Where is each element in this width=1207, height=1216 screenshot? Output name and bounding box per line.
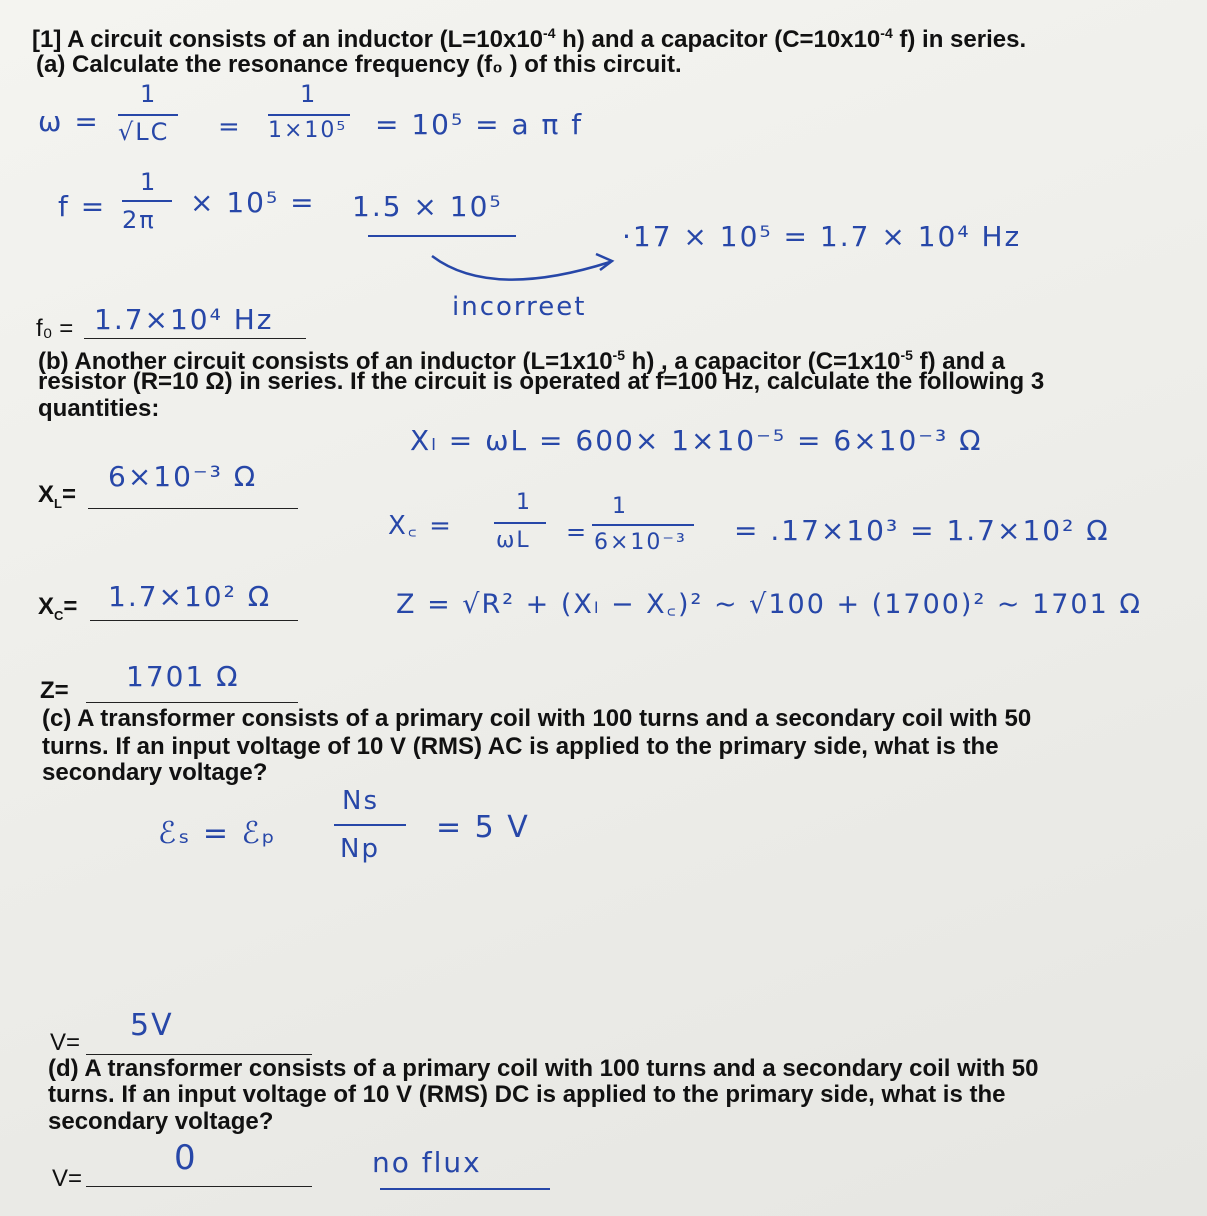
z-answer: 1701 Ω xyxy=(126,660,240,693)
v2-label: V= xyxy=(52,1165,83,1192)
v-label: V= xyxy=(50,1029,81,1056)
incorrect-note: incorreet xyxy=(452,292,587,322)
v-answer: 5V xyxy=(130,1008,174,1043)
xc-equals: = xyxy=(566,518,589,546)
part-b-prompt-line-1: (b) Another circuit consists of an inductor ($L=1x10^{-5}$ h) , a capacitor ($C=1x10^{-5}$ f) and a xyxy=(38,347,1005,375)
emf-fraction-bar xyxy=(334,824,406,826)
xl-answer-line xyxy=(88,508,298,509)
part-d-prompt-line-1: (d) A transformer consists of a primary coil with 100 turns and a secondary coil with 50 xyxy=(48,1055,1039,1082)
part-c-prompt-line-1: (c) A transformer consists of a primary coil with 100 turns and a secondary coil with 50 xyxy=(42,705,1032,732)
xc-label: $X_C=$ xyxy=(38,593,78,623)
xc-result: = .17×10³ = 1.7×10² Ω xyxy=(734,514,1110,547)
z-label: Z= xyxy=(40,677,69,704)
xc-fraction-bar xyxy=(494,522,546,524)
omega-numerator: 1 xyxy=(140,80,158,108)
f-times: × 10⁵ = xyxy=(190,186,316,219)
part-c-prompt-line-2: turns. If an input voltage of 10 V (RMS) AC is applied to the primary side, what is the xyxy=(42,733,999,760)
xl-answer: 6×10⁻³ Ω xyxy=(108,460,258,493)
xc-answer: 1.7×10² Ω xyxy=(108,580,272,613)
xc-lhs: X꜀ = xyxy=(388,511,453,541)
xc-denominator-2: 6×10⁻³ xyxy=(594,530,687,555)
f-denominator: 2π xyxy=(122,206,156,234)
xc-numerator-2: 1 xyxy=(612,494,628,519)
xc-answer-line xyxy=(90,620,298,621)
part-c-prompt-line-3: secondary voltage? xyxy=(42,759,268,786)
f-correction: ·17 × 10⁵ = 1.7 × 10⁴ Hz xyxy=(622,220,1022,253)
emf-lhs: ℰₛ = ℰₚ xyxy=(158,816,277,851)
f-result: 1.5 × 10⁵ xyxy=(352,190,503,223)
f-numerator: 1 xyxy=(140,168,158,196)
xc-denominator: ωL xyxy=(496,528,531,553)
xc-numerator: 1 xyxy=(516,490,532,515)
xl-calculation: Xₗ = ωL = 600× 1×10⁻⁵ = 6×10⁻³ Ω xyxy=(410,424,983,457)
omega-result: = 10⁵ = a π f xyxy=(375,108,584,141)
f0-answer-line xyxy=(84,338,306,339)
omega-lhs: ω = xyxy=(38,105,100,138)
question-number: [1] xyxy=(32,26,62,53)
question-1-intro: [1] A circuit consists of an inductor ($L=10x10^{-4}$ h) and a capacitor ($C=10x10^{-4}$ f) in series. xyxy=(32,25,1027,53)
emf-result: = 5 V xyxy=(436,810,530,845)
z-answer-line xyxy=(86,702,298,703)
f0-label: f₀ = xyxy=(36,315,74,342)
xc-fraction-bar-2 xyxy=(592,524,694,526)
emf-numerator: Ns xyxy=(342,786,379,816)
omega-equals: = xyxy=(218,112,242,142)
omega-numerator-2: 1 xyxy=(300,80,318,108)
v2-answer-line xyxy=(86,1186,312,1187)
emf-denominator: Np xyxy=(340,834,380,864)
part-b-prompt-line-2: resistor (R=10 Ω) in series. If the circuit is operated at f=100 Hz, calculate the following 3 xyxy=(38,368,1045,395)
part-d-prompt-line-3: secondary voltage? xyxy=(48,1108,274,1135)
part-b-prompt-line-3: quantities: xyxy=(38,395,160,422)
omega-denominator: √LC xyxy=(118,118,170,146)
no-flux-note: no flux xyxy=(372,1146,482,1179)
f0-answer: 1.7×10⁴ Hz xyxy=(94,303,274,336)
part-d-prompt-line-2: turns. If an input voltage of 10 V (RMS) DC is applied to the primary side, what is the xyxy=(48,1081,1006,1108)
v2-answer: 0 xyxy=(174,1138,198,1178)
f-lhs: f = xyxy=(58,190,107,223)
no-flux-underline xyxy=(380,1188,550,1190)
part-a-prompt: (a) Calculate the resonance frequency (f₀ ) of this circuit. xyxy=(36,51,682,78)
omega-denominator-2: 1×10⁵ xyxy=(268,118,348,143)
xl-label: $X_L=$ xyxy=(38,481,76,511)
z-calculation: Z = √R² + (Xₗ − X꜀)² ~ √100 + (1700)² ~ 1701 Ω xyxy=(396,589,1142,620)
